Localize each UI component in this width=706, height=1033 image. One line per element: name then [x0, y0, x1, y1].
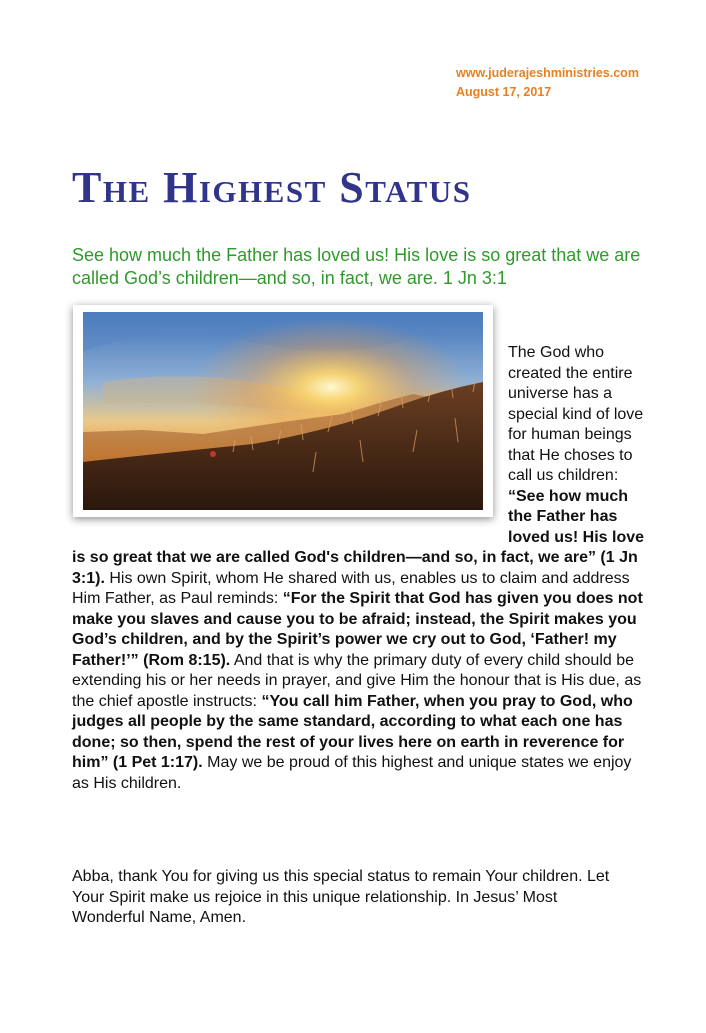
- website-link[interactable]: www.juderajeshministries.com: [456, 66, 639, 80]
- body-mid-1: His own Spirit, whom He shared with us, enables us to claim and address Him Father, as Paul reminds:: [72, 569, 630, 607]
- prayer-paragraph: Abba, thank You for giving us this special status to remain Your children. Let Your Spirit make us rejoice in this unique relationship. In Jesus’ Most Wonderful Name, Amen.: [72, 868, 610, 926]
- key-verse: See how much the Father has loved us! His love is so great that we are called God’s children—and so, in fact, we are. 1 Jn 3:1: [72, 245, 641, 288]
- image-wrap-spacer: [72, 343, 508, 539]
- quote-1jn: “See how much the Father has loved us! His love is so great that we are called God's children—and so, in fact, we are” (1 Jn 3:1).: [72, 487, 645, 587]
- header-meta: [456, 64, 639, 102]
- body-intro: The God who created the entire universe has a special kind of love for human beings that He choses to call us children:: [508, 344, 644, 484]
- body-mid-2: And that is why the primary duty of every child should be extending his or her needs in prayer, and give Him the honour that is His due, as the chief apostle instructs:: [72, 651, 642, 710]
- body-paragraph: [72, 343, 650, 794]
- body-end: May we be proud of this highest and unique states we enjoy as His children.: [72, 754, 632, 792]
- quote-rom: “For the Spirit that God has given you does not make you slaves and cause you to be afraid; instead, the Spirit makes you God’s children, and by the Spirit’s power we cry out to God, ‘Father! my Father!’” (Rom 8:15).: [72, 590, 643, 669]
- quote-1pet: “You call him Father, when you pray to God, who judges all people by the same standard, according to what each one has done; so then, spend the rest of your lives here on earth in reverence for him” (1 Pet 1:17).: [72, 692, 633, 771]
- page-title: The Highest Status: [72, 163, 472, 212]
- post-date: August 17, 2017: [456, 85, 552, 99]
